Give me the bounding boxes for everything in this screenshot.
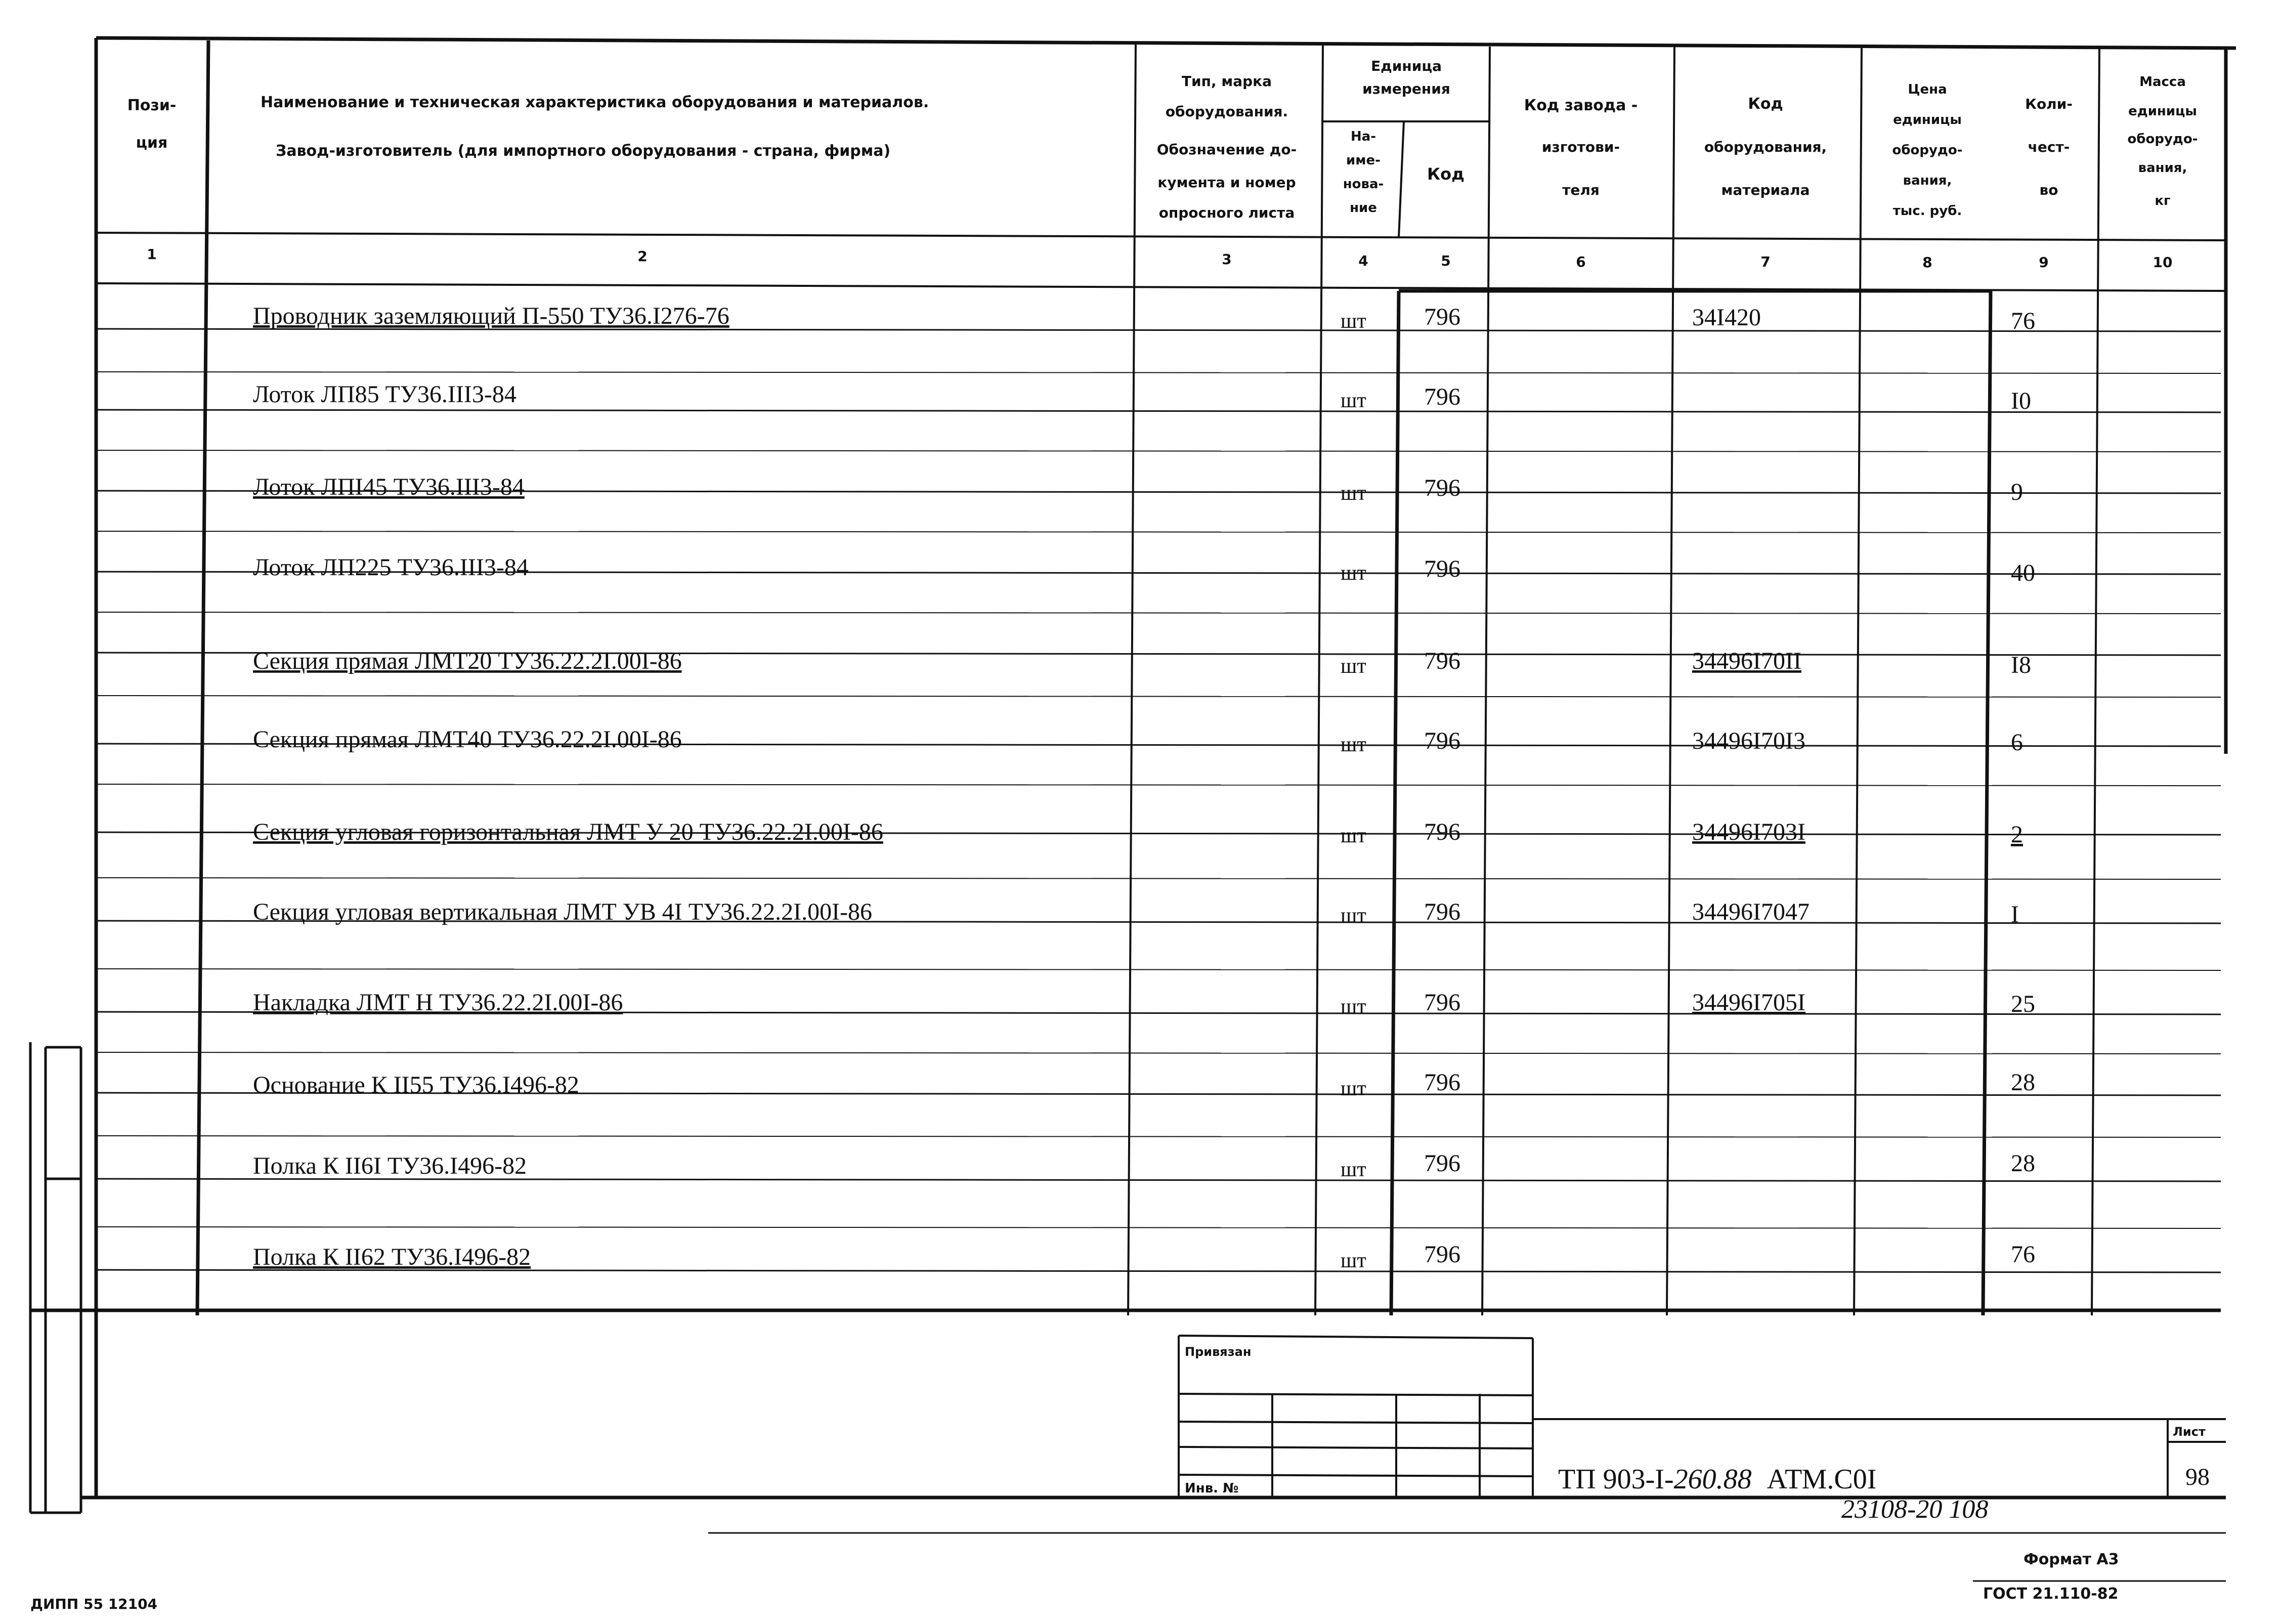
svg-text:Масса: Масса [2139,74,2186,90]
stamp-inv: Инв. № [1185,1481,1239,1496]
header-col2 [261,94,929,160]
binding-strip [30,1042,81,1513]
svg-text:вания,: вания, [1903,173,1952,188]
svg-text:8: 8 [1922,254,1932,271]
table-row [253,381,2031,414]
item-name: Секция прямая ЛМТ40 ТУ36.22.2I.00I-86 [253,726,682,753]
item-material-code: 34I420 [1692,304,1761,331]
svg-text:кг: кг [2155,193,2171,208]
table-row [253,474,2023,505]
item-qty: 76 [2011,1241,2035,1268]
item-unit: шт [1341,904,1366,927]
header-col7 [1704,95,1827,198]
svg-text:материала: материала [1721,182,1810,198]
header-col4 [1343,129,1384,216]
handwritten-number: 23108-20 108 [1841,1495,1989,1524]
item-unit: шт [1341,824,1366,847]
item-qty: I0 [2011,388,2031,414]
format-label: Формат А3 [2023,1551,2119,1568]
stamp-list-value: 98 [2185,1464,2210,1490]
gost-label: ГОСТ 21.110-82 [1983,1585,2119,1603]
item-unit: шт [1341,1158,1366,1181]
item-unit: шт [1341,482,1366,505]
svg-text:Код завода -: Код завода - [1524,97,1638,114]
svg-text:теля: теля [1562,182,1600,198]
stamp-privyazan: Привязан [1185,1345,1252,1359]
column-numbers [147,246,2172,271]
item-material-code: 34496I70I3 [1692,728,1805,754]
item-unit: шт [1341,562,1366,585]
svg-text:Цена: Цена [1908,82,1947,97]
item-name: Секция угловая горизонтальная ЛМТ У 20 ТУ36.22.2I.00I-86 [253,819,883,845]
header-col8 [1892,82,1962,219]
item-name: Накладка ЛМТ Н ТУ36.22.2I.00I-86 [253,989,623,1016]
item-code: 796 [1424,383,1460,410]
table-row [253,554,2035,586]
column-lines [96,43,2226,1315]
svg-text:6: 6 [1576,253,1586,270]
svg-text:Код: Код [1748,95,1783,113]
item-unit: шт [1341,1249,1366,1272]
item-qty: 2 [2011,821,2023,848]
header-col5: Код [1427,164,1465,184]
item-code: 796 [1424,989,1460,1016]
item-unit: шт [1341,733,1366,756]
svg-text:9: 9 [2039,254,2049,271]
table-row [253,1150,2035,1181]
stamp-document-code: ТП 903-I-260.88 АТМ.С0I [1558,1464,1877,1495]
item-code: 796 [1424,1150,1460,1177]
svg-text:10: 10 [2152,254,2173,271]
svg-text:оборудо-: оборудо- [1892,143,1963,158]
svg-text:вания,: вания, [2138,160,2187,176]
item-code: 796 [1424,819,1460,845]
svg-text:Наименование и техническая хар: Наименование и техническая характеристика оборудования и материалов. [261,94,929,111]
item-qty: 9 [2011,479,2023,505]
item-name: Лоток ЛПI45 ТУ36.III3-84 [253,474,525,500]
item-qty: I8 [2011,652,2031,678]
header-unit-group [1362,58,1450,97]
svg-text:3: 3 [1222,251,1232,268]
item-code: 796 [1424,555,1460,582]
item-name: Основание К II55 ТУ36.I496-82 [253,1072,579,1098]
svg-text:Завод-изготовитель (для импорт: Завод-изготовитель (для импортного оборудования - страна, фирма) [276,142,891,160]
svg-text:тыс. руб.: тыс. руб. [1892,203,1962,219]
item-unit: шт [1341,389,1366,412]
svg-text:опросного листа: опросного листа [1158,204,1295,221]
svg-text:име-: име- [1346,153,1381,168]
item-name: Секция угловая вертикальная ЛМТ УВ 4I ТУ36.22.2I.00I-86 [253,899,873,925]
item-material-code: 34496I7047 [1692,899,1810,925]
svg-text:изготови-: изготови- [1541,139,1620,155]
item-unit: шт [1341,995,1366,1018]
svg-text:На-: На- [1350,129,1376,144]
item-qty: I [2011,901,2019,928]
stamp-list-label: Лист [2173,1425,2206,1439]
item-code: 796 [1424,648,1460,674]
svg-text:4: 4 [1358,252,1368,269]
svg-text:чест-: чест- [2028,139,2070,155]
item-name: Секция прямая ЛМТ20 ТУ36.22.2I.00I-86 [253,648,682,674]
svg-text:оборудования,: оборудования, [1704,139,1827,155]
svg-text:ция: ция [136,134,168,152]
item-code: 796 [1424,1241,1460,1268]
svg-text:1: 1 [147,246,157,263]
svg-text:оборудо-: оборудо- [2127,132,2198,147]
item-qty: 28 [2011,1069,2035,1096]
item-qty: 25 [2011,991,2035,1017]
item-code: 796 [1424,304,1460,330]
table-row [253,989,2035,1018]
table-row [253,1241,2035,1272]
svg-text:во: во [2039,182,2058,198]
svg-text:2: 2 [637,248,648,265]
svg-text:ние: ние [1350,200,1377,216]
item-material-code: 34496I70II [1692,648,1801,674]
item-name: Полка К II62 ТУ36.I496-82 [253,1244,531,1270]
svg-text:Тип, марка: Тип, марка [1181,73,1272,90]
table-row [253,1069,2035,1100]
svg-text:Коли-: Коли- [2025,96,2073,112]
footer-lines [708,1533,2226,1581]
svg-text:единицы: единицы [2128,104,2197,119]
item-name: Лоток ЛП225 ТУ36.III3-84 [253,554,529,581]
table-row [253,726,2023,756]
svg-text:Пози-: Пози- [127,97,177,114]
item-unit: шт [1341,1077,1366,1100]
item-unit: шт [1341,310,1366,333]
item-code: 796 [1424,899,1460,925]
svg-text:измерения: измерения [1362,80,1450,97]
svg-text:Единица: Единица [1371,58,1442,74]
item-code: 796 [1424,728,1460,754]
item-name: Полка К II6I ТУ36.I496-82 [253,1152,527,1179]
header-col3 [1157,73,1297,221]
item-qty: 28 [2011,1150,2035,1177]
item-qty: 76 [2011,308,2035,334]
item-unit: шт [1341,655,1366,678]
header-col9 [2025,96,2073,198]
item-code: 796 [1424,475,1460,501]
table-row [253,648,2031,678]
table-frame [30,38,2236,1498]
item-name: Лоток ЛП85 ТУ36.III3-84 [253,381,516,408]
item-qty: 40 [2011,560,2035,586]
svg-text:единицы: единицы [1893,112,1962,127]
item-code: 796 [1424,1069,1460,1096]
header-col10 [2127,74,2198,208]
svg-text:нова-: нова- [1343,177,1384,192]
item-material-code: 34496I703I [1692,819,1805,845]
svg-text:7: 7 [1760,253,1771,270]
header-col1 [127,97,177,152]
table-row [253,899,2019,928]
bottom-code: ДИПП 55 12104 [30,1596,158,1612]
svg-text:5: 5 [1441,252,1451,269]
item-material-code: 34496I705I [1692,989,1805,1016]
header-col6 [1524,97,1638,198]
svg-text:Обозначение до-: Обозначение до- [1156,141,1297,158]
item-qty: 6 [2011,729,2023,756]
svg-text:оборудования.: оборудования. [1165,103,1288,120]
svg-text:кумента и номер: кумента и номер [1157,174,1296,191]
item-name: Проводник заземляющий П-550 ТУ36.I276-76 [253,303,729,329]
row-lines [96,329,2221,1272]
